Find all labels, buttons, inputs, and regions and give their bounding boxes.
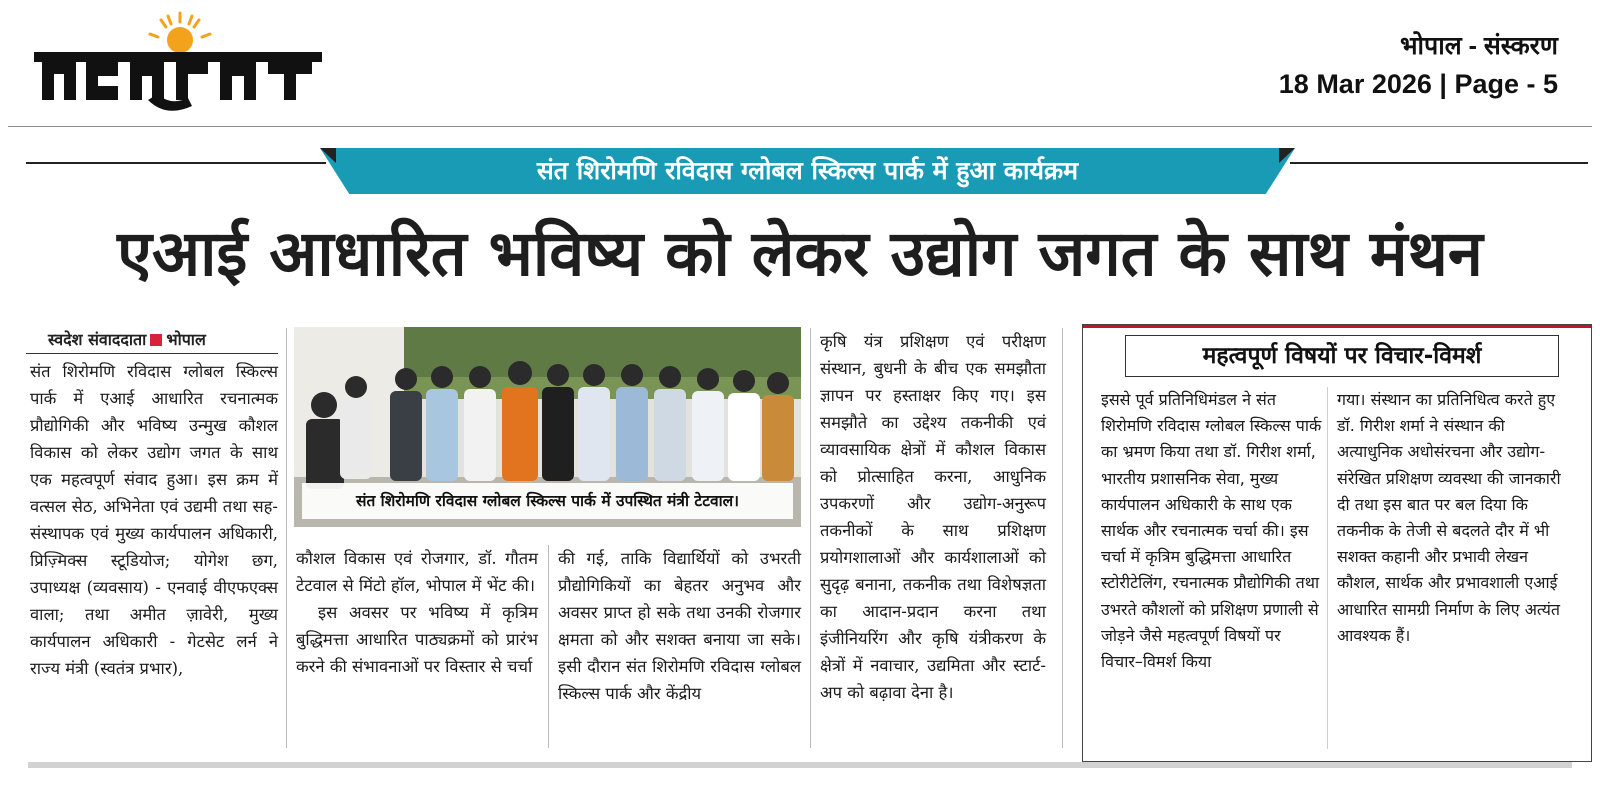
sun-icon xyxy=(150,13,210,53)
article-paragraph: की गई, ताकि विद्यार्थियों को उभरती प्रौद्योगिकियों का बेहतर अनुभव और अवसर प्राप्त हो सके तथा उनकी रोजगार क्षमता को और सशक्त बनाया जा सके। इसी दौरान संत शिरोमणि रविदास ग्लोबल स्किल्स पार्क और केंद्रीय xyxy=(558,549,801,703)
headline: एआई आधारित भविष्य को लेकर उद्योग जगत के साथ मंथन xyxy=(117,217,1483,290)
sidebar-paragraph: इससे पूर्व प्रतिनिधिमंडल ने संत शिरोमणि रविदास ग्लोबल स्किल्स पार्क का भ्रमण किया तथा डॉ. गिरीश शर्मा, भारतीय प्रशासनिक सेवा, मुख्य कार्यपालन अधिकारी के साथ एक सार्थक और रचनात्मक चर्चा की। इस चर्चा में कृत्रिम बुद्धिमत्ता आधारित स्टोरीटेलिंग, रचनात्मक प्रौद्योगिकी तथा उभरते कौशलों को प्रशिक्षण प्रणाली से जोड़ने जैसे महत्वपूर्ण विषयों पर विचार–विमर्श किया xyxy=(1101,390,1322,672)
edition-info xyxy=(1279,30,1558,106)
byline-separator xyxy=(150,334,162,346)
kicker-text: संत शिरोमणि रविदास ग्लोबल स्किल्स पार्क में हुआ कार्यक्रम xyxy=(536,156,1079,185)
page-bottom-rule xyxy=(28,762,1572,768)
article-column-3 xyxy=(558,545,801,707)
column-divider xyxy=(1062,328,1063,748)
byline xyxy=(48,328,278,354)
article-paragraph: कृषि यंत्र प्रशिक्षण एवं परीक्षण संस्थान, बुधनी के बीच एक समझौता ज्ञापन पर हस्ताक्षर किए गए। इस समझौते का उद्देश्य तकनीकी एवं व्यावसायिक क्षेत्रों में कौशल विकास को प्रोत्साहित करना, आधुनिक उपकरणों और उद्योग-अनुरूप तकनीकों के साथ प्रशिक्षण प्रयोगशालाओं और कार्यशालाओं को सुदृढ़ बनाना, तकनीक तथा विशेषज्ञता का आदान-प्रदान करना तथा इंजीनियरिंग और कृषि यंत्रीकरण के क्षेत्रों में नवाचार, उद्यमिता और स्टार्ट-अप को बढ़ावा देना है। xyxy=(820,332,1046,702)
kicker-rule-left xyxy=(26,162,326,164)
sidebar-accent-bar xyxy=(1083,325,1591,328)
sidebar-title: महत्वपूर्ण विषयों पर विचार-विमर्श xyxy=(1125,335,1559,377)
article-paragraph: कौशल विकास एवं रोजगार, डॉ. गौतम टेटवाल से मिंटो हॉल, भोपाल में भेंट की। xyxy=(296,549,538,595)
edition-name: भोपाल - संस्करण xyxy=(1399,32,1558,60)
article-column-1 xyxy=(30,358,278,682)
byline-source: स्वदेश संवाददाता xyxy=(48,330,147,349)
article-paragraph: इस अवसर पर भविष्य में कृत्रिम बुद्धिमत्ता आधारित पाठ्यक्रमों को प्रारंभ करने की संभावनाओं पर विस्तार से चर्चा xyxy=(296,603,538,676)
date-page: 18 Mar 2026 | Page - 5 xyxy=(1278,69,1558,99)
masthead-divider xyxy=(8,126,1592,127)
column-divider xyxy=(548,545,549,748)
byline-city: भोपाल xyxy=(166,330,206,349)
sidebar-box xyxy=(1082,324,1592,762)
kicker-banner xyxy=(0,148,1600,198)
sidebar-column-divider xyxy=(1327,387,1328,749)
sidebar-column-2 xyxy=(1337,387,1573,649)
sidebar-column-1 xyxy=(1101,387,1323,675)
sidebar-paragraph: गया। संस्थान का प्रतिनिधित्व करते हुए डॉ. गिरीश शर्मा ने संस्थान की अत्याधुनिक अधोसंरचना और उद्योग-संरेखित प्रशिक्षण व्यवस्था की जानकारी दी तथा इस बात पर बल दिया कि तकनीक के तेजी से बदलते दौर में भी सशक्त कहानी और प्रभावी लेखन कौशल, सार्थक और प्रभावशाली एआई आधारित सामग्री निर्माण के लिए अत्यंत आवश्यक हैं। xyxy=(1337,390,1561,645)
column-divider xyxy=(810,328,811,748)
news-photo xyxy=(294,327,801,527)
article-paragraph: संत शिरोमणि रविदास ग्लोबल स्किल्स पार्क में एआई आधारित रचनात्मक प्रौद्योगिकी और भविष्य उन्मुख कौशल विकास को लेकर उद्योग जगत के साथ एक महत्वपूर्ण संवाद हुआ। इस क्रम में वत्सल सेठ, अभिनेता एवं उद्यमी तथा सह-संस्थापक एवं मुख्य कार्यपालन अधिकारी, प्रिज़्मिक्स स्टूडियोज; योगेश छग, उपाध्यक्ष (व्यवसाय) - एनवाई वीएफएक्स वाला; तथा अमीत ज़ावेरी, मुख्य कार्यपालन अधिकारी - गेटसेट लर्न ने राज्य मंत्री (स्वतंत्र प्रभार), xyxy=(30,362,278,678)
photo-caption: संत शिरोमणि रविदास ग्लोबल स्किल्स पार्क में उपस्थित मंत्री टेटवाल। xyxy=(302,483,793,519)
column-divider xyxy=(286,328,287,748)
article-column-2 xyxy=(296,545,538,680)
kicker-rule-right xyxy=(1290,162,1588,164)
byline-rule xyxy=(26,353,278,354)
article-column-4 xyxy=(820,328,1046,706)
swadesh-logo xyxy=(28,10,328,122)
